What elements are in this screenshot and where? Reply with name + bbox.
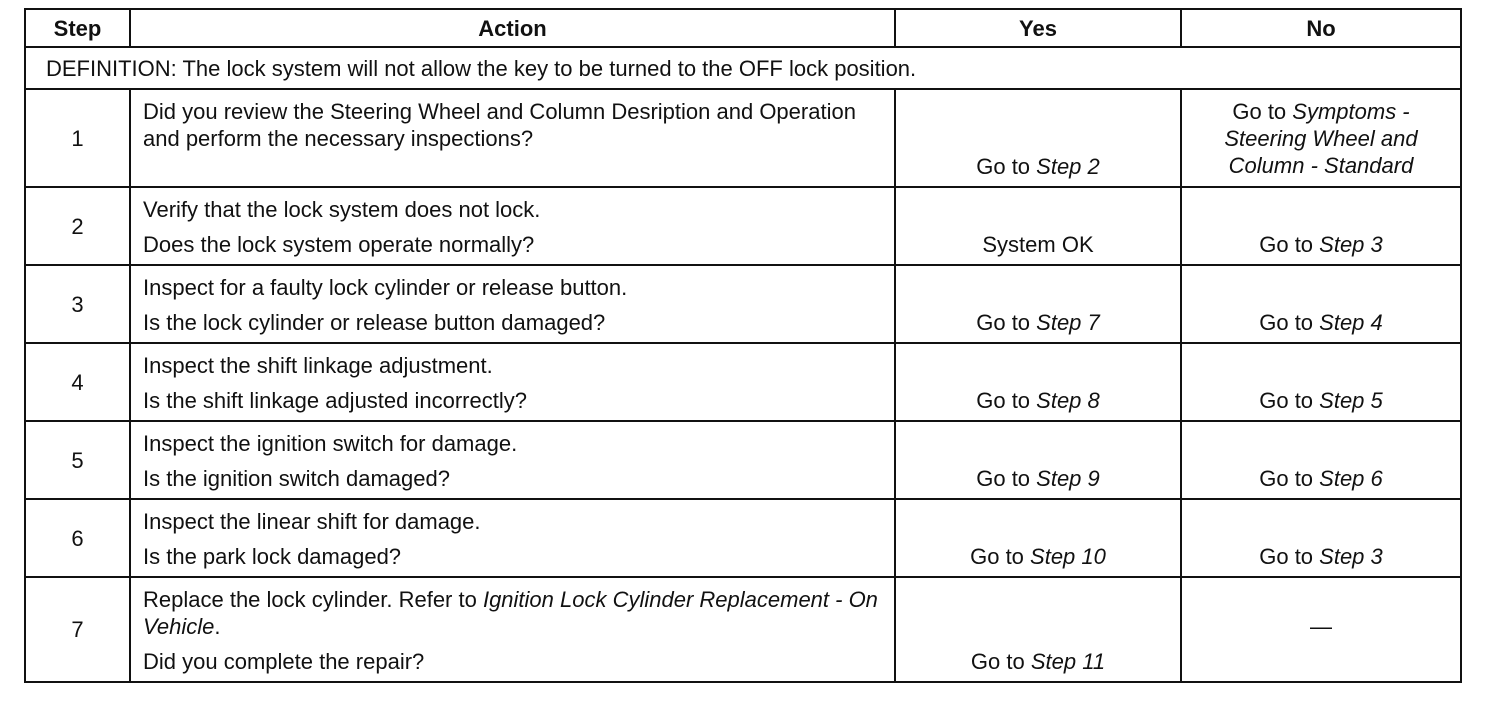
no-ref: Symptoms - Steering Wheel and Column - Standard: [1224, 99, 1418, 178]
step-number: 5: [25, 421, 130, 499]
action-cell: [130, 499, 895, 577]
no-cell: [1181, 421, 1461, 499]
no-ref: Step 3: [1319, 544, 1383, 569]
yes-cell: [895, 499, 1181, 577]
yes-cell: [895, 421, 1181, 499]
action-question: Did you complete the repair?: [143, 649, 425, 674]
action-question: Is the shift linkage adjusted incorrectly?: [143, 388, 527, 413]
yes-ref: Step 2: [1036, 154, 1100, 179]
table-row: [25, 577, 1461, 682]
no-cell: [1181, 499, 1461, 577]
header-row: [25, 9, 1461, 47]
no-text: Go to: [1259, 466, 1320, 491]
yes-text: Go to: [976, 466, 1037, 491]
action-text: Inspect the linear shift for damage.: [143, 509, 481, 534]
no-cell: [1181, 187, 1461, 265]
yes-text: Go to: [976, 310, 1037, 335]
table-row: [25, 187, 1461, 265]
action-cell: [130, 89, 895, 187]
yes-text: Go to: [970, 544, 1031, 569]
action-question: Is the ignition switch damaged?: [143, 466, 450, 491]
action-text-prefix: Replace the lock cylinder. Refer to: [143, 587, 483, 612]
action-cell: [130, 343, 895, 421]
yes-text: Go to: [970, 649, 1031, 674]
action-ref: Ignition Lock Cylinder Replacement - On Vehicle: [143, 587, 878, 639]
header-yes: Yes: [895, 9, 1181, 47]
table-row: [25, 499, 1461, 577]
step-number: 4: [25, 343, 130, 421]
step-number: 2: [25, 187, 130, 265]
no-text: Go to: [1232, 99, 1293, 124]
no-cell: [1181, 343, 1461, 421]
yes-cell: [895, 265, 1181, 343]
header-step: Step: [25, 9, 130, 47]
no-ref: Step 4: [1319, 310, 1383, 335]
step-number: 7: [25, 577, 130, 682]
header-action: Action: [130, 9, 895, 47]
action-cell: [130, 265, 895, 343]
action-text: Did you review the Steering Wheel and Column Desription and Operation and perform the necessary inspections?: [143, 99, 856, 151]
no-text: Go to: [1259, 388, 1320, 413]
diagnostic-table: [24, 8, 1462, 683]
no-cell: [1181, 265, 1461, 343]
table-row: [25, 421, 1461, 499]
action-cell: [130, 187, 895, 265]
yes-ref: Step 9: [1036, 466, 1100, 491]
yes-ref: Step 7: [1036, 310, 1100, 335]
yes-text: System OK: [982, 232, 1094, 257]
yes-cell: [895, 187, 1181, 265]
yes-ref: Step 11: [1030, 649, 1106, 674]
yes-ref: Step 8: [1036, 388, 1100, 413]
no-dash: —: [1310, 614, 1332, 639]
yes-cell: [895, 343, 1181, 421]
no-text: Go to: [1259, 544, 1320, 569]
table-row: [25, 265, 1461, 343]
no-ref: Step 5: [1319, 388, 1383, 413]
action-text: Inspect the ignition switch for damage.: [143, 431, 518, 456]
no-ref: Step 3: [1319, 232, 1383, 257]
action-text-suffix: .: [214, 614, 221, 639]
definition-text: DEFINITION: The lock system will not allow the key to be turned to the OFF lock position.: [25, 47, 1461, 89]
yes-text: Go to: [976, 154, 1037, 179]
yes-ref: Step 10: [1030, 544, 1106, 569]
no-text: Go to: [1259, 232, 1320, 257]
action-question: Is the park lock damaged?: [143, 544, 402, 569]
action-cell: [130, 421, 895, 499]
no-cell: [1181, 89, 1461, 187]
action-question: Is the lock cylinder or release button damaged?: [143, 310, 606, 335]
action-text: Inspect for a faulty lock cylinder or release button.: [143, 275, 628, 300]
header-no: No: [1181, 9, 1461, 47]
action-text: Verify that the lock system does not lock.: [143, 197, 541, 222]
action-text: [143, 586, 882, 640]
table-row: [25, 343, 1461, 421]
yes-text: Go to: [976, 388, 1037, 413]
step-number: 3: [25, 265, 130, 343]
action-question: Does the lock system operate normally?: [143, 232, 535, 257]
step-number: 6: [25, 499, 130, 577]
step-number: 1: [25, 89, 130, 187]
yes-cell: [895, 89, 1181, 187]
no-ref: Step 6: [1319, 466, 1383, 491]
no-text: Go to: [1259, 310, 1320, 335]
yes-cell: [895, 577, 1181, 682]
table-row: [25, 89, 1461, 187]
action-text: Inspect the shift linkage adjustment.: [143, 353, 493, 378]
no-cell: [1181, 577, 1461, 682]
action-cell: [130, 577, 895, 682]
definition-row: [25, 47, 1461, 89]
